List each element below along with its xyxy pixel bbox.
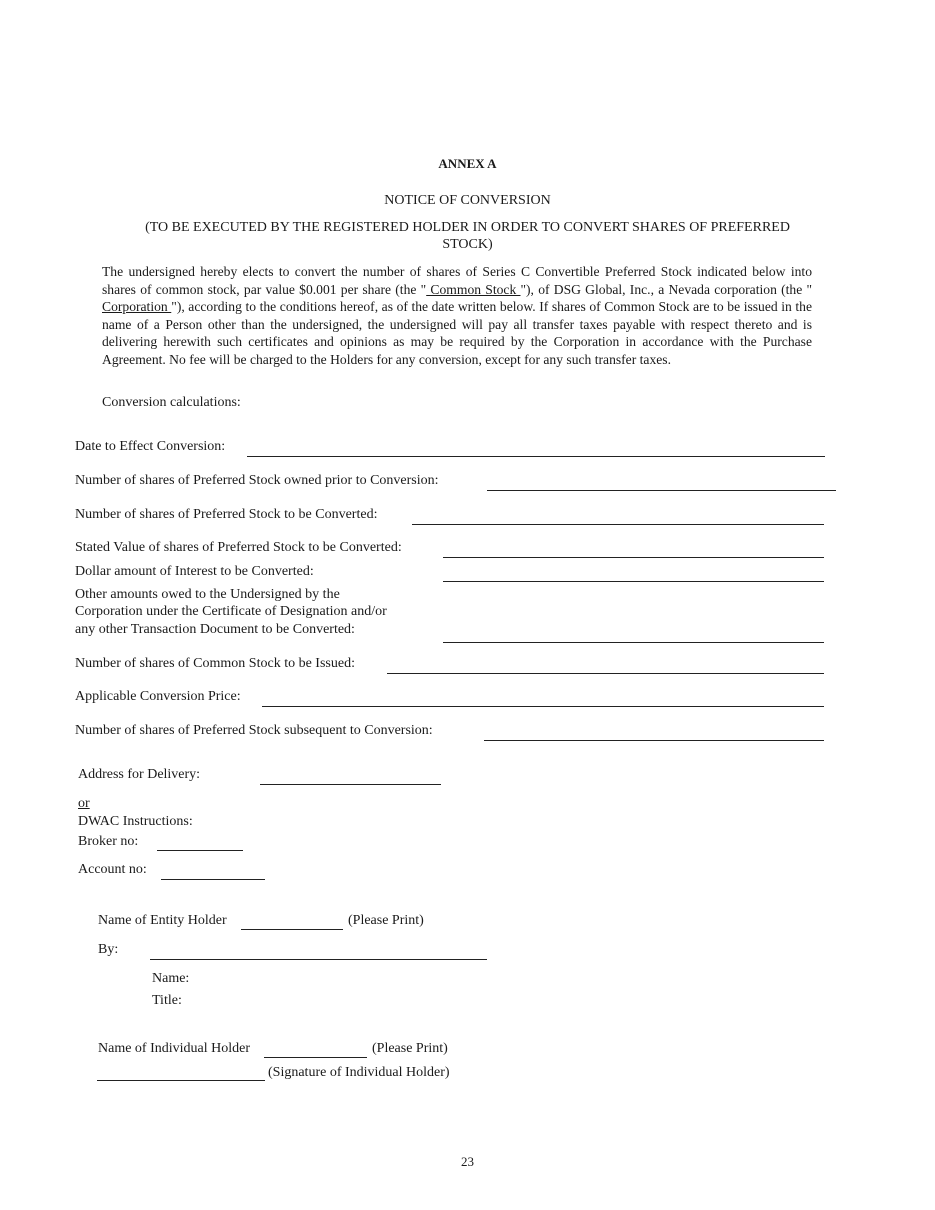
paragraph-text: "), according to the conditions hereof, as of the date written below. If shares of Common Stock are to be issued in the name of a Person other than the undersigned, the undersigned will pay all transfer taxes payable with respect thereto and is delivering herewith such certificates and opinions as may be required by the Corporation in accordance with the Purchase Agreement. No fee will be charged to the Holders for any conversion, except for any such transfer taxes. bbox=[102, 299, 812, 367]
stated-value-label: Stated Value of shares of Preferred Stock to be Converted: bbox=[75, 540, 402, 555]
common-issued-label: Number of shares of Common Stock to be Issued: bbox=[75, 656, 355, 671]
subsequent-field[interactable] bbox=[484, 740, 824, 741]
interest-label: Dollar amount of Interest to be Converted: bbox=[75, 564, 314, 579]
owned-prior-label: Number of shares of Preferred Stock owned prior to Conversion: bbox=[75, 473, 439, 488]
subsequent-label: Number of shares of Preferred Stock subsequent to Conversion: bbox=[75, 723, 433, 738]
or-label: or bbox=[78, 796, 90, 811]
address-label: Address for Delivery: bbox=[78, 767, 201, 782]
by-signature-field[interactable] bbox=[150, 959, 487, 960]
interest-field[interactable] bbox=[443, 581, 824, 582]
other-amounts-label-3: any other Transaction Document to be Converted: bbox=[75, 622, 355, 637]
term-common-stock: Common Stock bbox=[426, 281, 521, 297]
date-label: Date to Effect Conversion: bbox=[75, 439, 226, 454]
account-field[interactable] bbox=[161, 879, 265, 880]
subtitle-line2: STOCK) bbox=[442, 237, 493, 252]
please-print-label: (Please Print) bbox=[348, 913, 424, 928]
account-label: Account no: bbox=[78, 862, 147, 877]
conversion-calculations-label: Conversion calculations: bbox=[102, 395, 241, 410]
term-corporation: Corporation bbox=[102, 299, 172, 315]
please-print-label-2: (Please Print) bbox=[372, 1041, 448, 1056]
common-issued-field[interactable] bbox=[387, 673, 824, 674]
stated-value-field[interactable] bbox=[443, 557, 824, 558]
individual-holder-label: Name of Individual Holder bbox=[98, 1041, 251, 1056]
entity-holder-label: Name of Entity Holder bbox=[98, 913, 227, 928]
annex-title: ANNEX A bbox=[438, 156, 497, 171]
other-amounts-label-1: Other amounts owed to the Undersigned by the bbox=[75, 587, 340, 602]
signature-individual-label: (Signature of Individual Holder) bbox=[268, 1065, 450, 1080]
subtitle-line1: (TO BE EXECUTED BY THE REGISTERED HOLDER IN ORDER TO CONVERT SHARES OF PREFERRED bbox=[145, 220, 790, 235]
name-label: Name: bbox=[152, 971, 190, 986]
other-amounts-field[interactable] bbox=[443, 642, 824, 643]
page-number: 23 bbox=[461, 1154, 474, 1169]
notice-title: NOTICE OF CONVERSION bbox=[384, 193, 551, 208]
owned-prior-field[interactable] bbox=[487, 490, 836, 491]
address-field[interactable] bbox=[260, 784, 441, 785]
entity-holder-field[interactable] bbox=[241, 929, 343, 930]
to-be-converted-label: Number of shares of Preferred Stock to be Converted: bbox=[75, 507, 378, 522]
broker-label: Broker no: bbox=[78, 834, 139, 849]
individual-holder-field[interactable] bbox=[264, 1057, 367, 1058]
individual-signature-field[interactable] bbox=[97, 1080, 265, 1081]
paragraph-text: The undersigned hereby elects to convert the number of shares of Series C Convertible Preferred Stock indicated below into shares of common stock, par value $0.001 per share (the " bbox=[102, 264, 812, 297]
dwac-label: DWAC Instructions: bbox=[78, 814, 193, 829]
conversion-paragraph bbox=[102, 263, 812, 369]
date-field[interactable] bbox=[247, 456, 825, 457]
by-label: By: bbox=[98, 942, 119, 957]
conversion-price-label: Applicable Conversion Price: bbox=[75, 689, 241, 704]
paragraph-text: "), of DSG Global, Inc., a Nevada corporation (the " bbox=[520, 281, 813, 297]
other-amounts-label-2: Corporation under the Certificate of Designation and/or bbox=[75, 604, 387, 619]
broker-field[interactable] bbox=[157, 850, 243, 851]
to-be-converted-field[interactable] bbox=[412, 524, 824, 525]
title-label: Title: bbox=[152, 993, 182, 1008]
conversion-price-field[interactable] bbox=[262, 706, 824, 707]
